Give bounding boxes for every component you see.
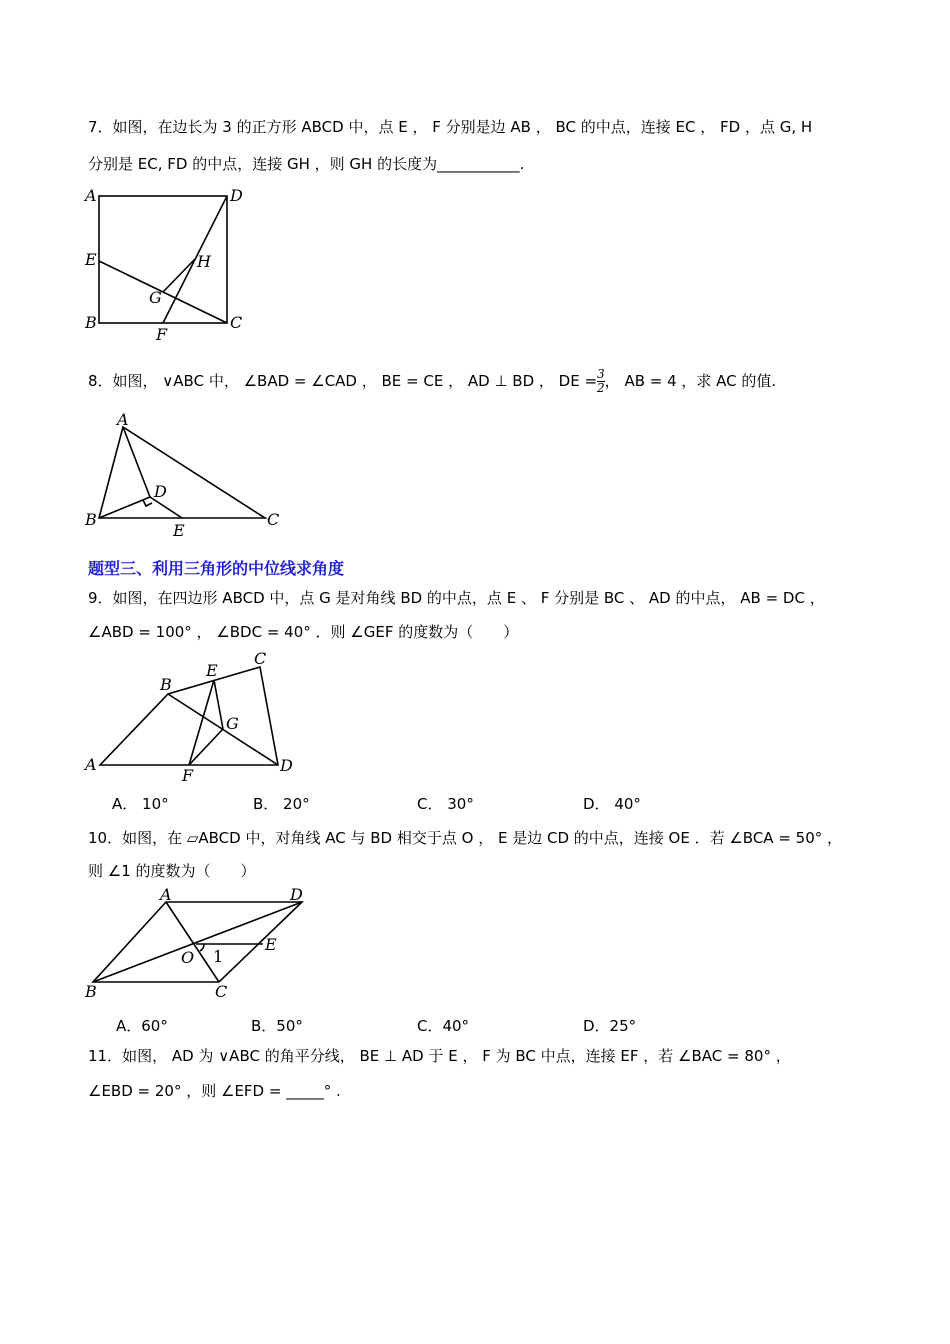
q7-label-g: G: [149, 288, 162, 307]
q8-segment-ad: [123, 427, 150, 497]
q9-option-d[interactable]: D． 40°: [583, 795, 641, 813]
q10-option-b[interactable]: B．50°: [251, 1017, 303, 1035]
q10-label-c: C: [215, 982, 228, 1001]
q10-label-o: O: [181, 948, 195, 967]
q10-text-line1: 10．如图，在 ▱ABCD 中，对角线 AC 与 BD 相交于点 O ， E 是边 CD 的中点，连接 OE ．若 ∠BCA = 50° ，: [88, 829, 843, 847]
q10-label-1: 1: [213, 947, 224, 966]
q11-text-line1: 11．如图， AD 为 ∨ABC 的角平分线， BE ⊥ AD 于 E ， F 为 BC 中点，连接 EF ，若 ∠BAC = 80° ，: [88, 1047, 791, 1065]
q8-frac-numerator: 3: [597, 367, 605, 381]
q7-text-line2: 分别是 EC, FD 的中点，连接 GH ，则 GH 的长度为___________.: [88, 155, 525, 173]
q8-label-e: E: [173, 521, 185, 540]
q8-text-part1: 8．如图， ∨ABC 中， ∠BAD = ∠CAD ， BE = CE ， AD ⊥ BD ， DE =: [88, 372, 598, 390]
q10-angle-1-arc: [200, 944, 204, 951]
q8-triangle-abc: [99, 427, 265, 518]
q10-label-e: E: [265, 935, 277, 954]
q9-quadrilateral: [100, 667, 278, 765]
q9-figure: [80, 650, 310, 785]
q7-segment-gh: [163, 259, 195, 292]
q7-label-b: B: [85, 313, 97, 332]
q8-fraction: [597, 368, 605, 395]
q9-text-line1: 9．如图，在四边形 ABCD 中，点 G 是对角线 BD 的中点，点 E 、 F 分别是 BC 、 AD 的中点， AB = DC ，: [88, 589, 825, 607]
q8-label-c: C: [267, 510, 280, 529]
q10-label-a: A: [160, 885, 172, 904]
q7-label-h: H: [197, 252, 211, 271]
q7-text-line1: 7．如图，在边长为 3 的正方形 ABCD 中，点 E ， F 分别是边 AB ， BC 的中点，连接 EC ， FD ，点 G, H: [88, 118, 813, 136]
q9-label-g: G: [226, 714, 239, 733]
q9-option-a[interactable]: A． 10°: [112, 795, 169, 813]
q9-text-line2: ∠ABD = 100° ， ∠BDC = 40° ．则 ∠GEF 的度数为（ ）: [88, 623, 519, 641]
q7-figure: [80, 185, 260, 345]
q10-text-line2: 则 ∠1 的度数为（ ）: [88, 862, 256, 880]
q10-figure: [80, 885, 320, 1005]
q8-label-a: A: [117, 410, 129, 429]
q10-option-a[interactable]: A．60°: [116, 1017, 168, 1035]
section-3-heading: 题型三、利用三角形的中位线求角度: [88, 559, 345, 578]
q7-label-d: D: [230, 186, 243, 205]
q9-option-b[interactable]: B． 20°: [253, 795, 310, 813]
q8-figure: [80, 405, 290, 540]
q9-label-a: A: [85, 755, 97, 774]
q8-right-angle-mark: [143, 500, 152, 506]
q8-segment-bd: [99, 497, 150, 518]
q11-text-line2: ∠EBD = 20° ，则 ∠EFD = _____° .: [88, 1082, 341, 1100]
q9-label-c: C: [254, 649, 267, 668]
q9-label-d: D: [280, 756, 293, 775]
q9-label-b: B: [160, 675, 172, 694]
q7-label-c: C: [230, 313, 243, 332]
q8-label-d: D: [154, 482, 167, 501]
q10-diagonal-ac: [166, 902, 219, 982]
q8-text-part2: ， AB = 4 ，求 AC 的值.: [604, 372, 777, 390]
q8-text-line1: [88, 368, 776, 395]
q10-label-b: B: [85, 982, 97, 1001]
q9-label-e: E: [206, 661, 218, 680]
q7-label-e: E: [85, 250, 97, 269]
q10-option-c[interactable]: C．40°: [417, 1017, 470, 1035]
q10-label-d: D: [290, 885, 303, 904]
q10-option-d[interactable]: D．25°: [583, 1017, 637, 1035]
q8-label-b: B: [85, 510, 97, 529]
q9-option-c[interactable]: C． 30°: [417, 795, 474, 813]
q9-label-f: F: [182, 766, 194, 785]
q9-segment-eg: [214, 680, 223, 729]
q7-label-f: F: [156, 325, 168, 344]
q7-label-a: A: [85, 186, 97, 205]
q8-frac-denominator: 2: [597, 381, 605, 395]
